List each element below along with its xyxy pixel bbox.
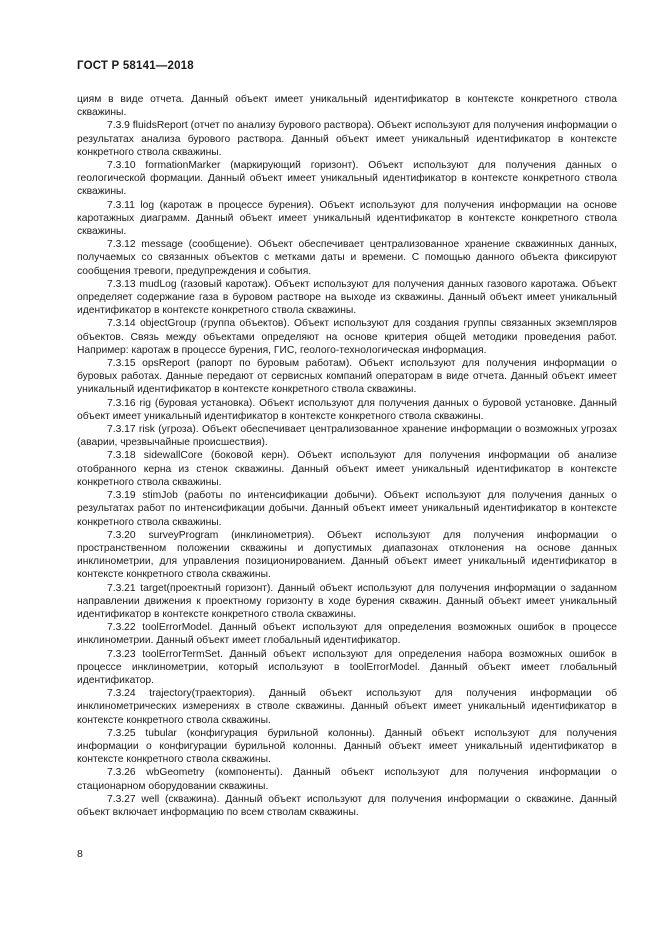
- body-text: [77, 93, 617, 819]
- paragraph-7-3-22: 7.3.22 toolErrorModel. Данный объект используют для определения возможных ошибок в процессе инклинометрии. Данный объект имеет глобальный идентификатор.: [77, 622, 617, 647]
- paragraph-7-3-10: 7.3.10 formationMarker (маркирующий горизонт). Объект используют для получения данных о геологической формации. Данный объект имеет уникальный идентификатор в контексте конкретного ствола скважины.: [77, 160, 617, 198]
- intro-paragraph: циям в виде отчета. Данный объект имеет уникальный идентификатор в контексте конкретного ствола скважины.: [77, 94, 617, 119]
- standard-header: ГОСТ Р 58141—2018: [77, 60, 194, 72]
- paragraph-7-3-14: 7.3.14 objectGroup (группа объектов). Объект используют для создания группы связанных экземпляров объектов. Связь между объектами определяют на основе критерия общей методики проведения работ. Например: каротаж в процессе бурения, ГИС, геолого-технологическая информация.: [77, 318, 617, 356]
- paragraph-7-3-24: 7.3.24 trajectory(траектория). Данный объект используют для получения информации об инклинометрических измерениях в стволе скважины. Данный объект имеет уникальный идентификатор в контексте конкретного ствола скважины.: [77, 688, 617, 726]
- paragraph-7-3-25: 7.3.25 tubular (конфигурация бурильной колонны). Данный объект используют для получения информации о конфигурации бурильной колонны. Данный объект имеет уникальный идентификатор в контексте конкретного ствола скважины.: [77, 727, 617, 766]
- paragraph-7-3-15: 7.3.15 opsReport (рапорт по буровым работам). Объект используют для получения информации о буровых работах. Данные передают от сервисных компаний операторам в виде отчета. Данный объект имеет уникальный идентификатор в контексте конкретного ствола скважины.: [77, 358, 617, 396]
- paragraph-7-3-11: 7.3.11 log (каротаж в процессе бурения). Объект используют для получения информации на основе каротажных диаграмм. Данный объект имеет уникальный идентификатор в контексте конкретного ствола скважины.: [77, 199, 617, 238]
- paragraph-7-3-27: 7.3.27 well (скважина). Данный объект используют для получения информации о скважине. Данный объект включает информацию по всем стволам скважины.: [77, 793, 617, 818]
- paragraph-7-3-17: 7.3.17 risk (угроза). Объект обеспечивает централизованное хранение информации о возможных угрозах (аварии, чрезвычайные происшествия).: [77, 424, 617, 449]
- page-number: 8: [77, 848, 83, 860]
- paragraph-7-3-19: 7.3.19 stimJob (работы по интенсификации добычи). Объект используют для получения данных о результатах работ по интенсификации добычи. Данный объект имеет уникальный идентификатор в контексте конкретного ствола скважины.: [77, 490, 617, 528]
- paragraph-7-3-12: 7.3.12 message (сообщение). Объект обеспечивает централизованное хранение скважинных данных, получаемых со связанных объектов с метками даты и времени. С помощью данного объекта фиксируют сообщения тревоги, предупреждения и события.: [77, 239, 617, 277]
- paragraph-7-3-26: 7.3.26 wbGeometry (компоненты). Данный объект используют для получения информации о стационарном оборудовании скважины.: [77, 767, 617, 792]
- paragraph-7-3-16: 7.3.16 rig (буровая установка). Объект используют для получения данных о буровой установке. Данный объект имеет уникальный идентификатор в контексте конкретного ствола скважины.: [77, 397, 617, 422]
- paragraph-7-3-20: 7.3.20 surveyProgram (инклинометрия). Объект используют для получения информации о пространственном положении скважины и допустимых диапазонах отклонения на основе данных инклинометрии, для управления позиционированием. Данный объект имеет уникальный идентификатор в контексте конкретного ствола скважины.: [77, 529, 617, 581]
- paragraph-7-3-9: 7.3.9 fluidsReport (отчет по анализу бурового раствора). Объект используют для получения информации о результатах анализа бурового раствора. Данный объект имеет уникальный идентификатор в контексте конкретного ствола скважины.: [77, 120, 617, 158]
- paragraph-7-3-13: 7.3.13 mudLog (газовый каротаж). Объект используют для получения данных газового каротажа. Объект определяет содержание газа в буровом растворе на выходе из скважины. Данный объект имеет уникальный идентификатор в контексте конкретного ствола скважины.: [77, 278, 617, 317]
- paragraph-7-3-21: 7.3.21 target(проектный горизонт). Данный объект используют для получения информации о заданном направлении движения к проектному горизонту в ходе бурения скважин. Данный объект имеет уникальный идентификатор в контексте конкретного ствола скважины.: [77, 582, 617, 620]
- paragraph-7-3-18: 7.3.18 sidewallCore (боковой керн). Объект используют для получения информации об анализе отобранного керна из стенок скважины. Данный объект имеет уникальный идентификатор в контексте конкретного ствола скважины.: [77, 450, 617, 488]
- paragraph-7-3-23: 7.3.23 toolErrorTermSet. Данный объект используют для определения набора возможных ошибок в процессе инклинометрии, который используют в toolErrorModel. Данный объект имеет глобальный идентификатор.: [77, 648, 617, 686]
